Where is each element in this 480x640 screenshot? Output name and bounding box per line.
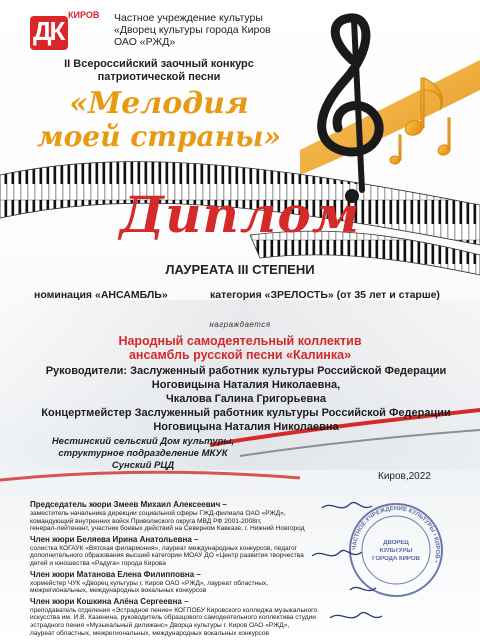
logo-city: КИРОВ	[68, 10, 100, 20]
diploma-heading: Диплом	[119, 185, 361, 244]
awarded-label: награждается	[209, 320, 271, 329]
leaders-block: Руководители: Заслуженный работник культуры Российской Федерации Ноговицына Наталия Николаевна, Чкалова Галина Григорьевна Концертмейстер Заслуженный работник культуры Российской Федерации Ноговицына Наталия Николаевна	[41, 365, 451, 433]
red-accent-line-bottom	[0, 472, 300, 480]
nomination: номинация «АНСАМБЛЬ»	[34, 289, 168, 301]
contest-title-line-1: «Мелодия	[69, 86, 249, 121]
venue-name: Нестинский сельский Дом культуры, структурное подразделение МКУК Сунский РЦД	[51, 436, 235, 471]
city-date: Киров,2022	[378, 471, 431, 482]
stamp-ring-text: ЧАСТНОЕ УЧРЕЖДЕНИЕ КУЛЬТУРЫ • КИРОВ •	[351, 505, 441, 564]
category: категория «ЗРЕЛОСТЬ» (от 35 лет и старше)	[210, 289, 440, 301]
stamp-center-2: КУЛЬТУРЫ	[379, 548, 413, 554]
jury-member: Член жюри Беляева Ирина Анатольевна – солистка КОГАУК «Вятская филармония», лауреат международных конкурсов, педагог дополнительного образования высшей категории МОАУ ДО «Центр развития творчества детей и юношества «Радуга» города Кирова	[30, 534, 304, 567]
jury-list	[30, 500, 340, 639]
jury-member: Член жюри Матанова Елена Филипповна – хормейстер ЧУК «Дворец культуры г. Киров ОАО «РЖД», лауреат областных, межрегиональных, международных вокальных конкурсов	[30, 569, 269, 595]
jury-member: Председатель жюри Змеев Михаил Алексеевич – заместитель начальника дирекции социальной сферы ГЖД-филиала ОАО «РЖД», командующий внутренних войск Приволжского округа МВД РФ 2001-2008гг, генерал-лейтенант, участник боевых действий на Северном Кавказе, г. Нижний Новгород	[30, 500, 305, 533]
collective-name: Народный самодеятельный коллектив ансамбль русской песни «Калинка»	[118, 334, 362, 362]
stamp-center-3: ГОРОДА КИРОВ	[372, 556, 420, 562]
organization-name: Частное учреждение культуры «Дворец культуры города Киров ОАО «РЖД»	[114, 12, 271, 48]
contest-name: II Всероссийский заочный конкурс патриотической песни	[64, 58, 254, 83]
logo-letters: ДК	[33, 16, 64, 46]
laureate-degree: ЛАУРЕАТА III СТЕПЕНИ	[165, 262, 315, 277]
contest-title-line-2: моей страны»	[36, 120, 281, 153]
stamp-center-1: ДВОРЕЦ	[383, 540, 409, 546]
round-stamp	[350, 504, 442, 596]
dk-logo	[30, 10, 102, 54]
jury-member: Член жюри Кошкина Алёна Сергеевна – преподаватель отделения «Эстрадное пение» КОГПОБУ Кировского колледжа музыкального искусства им. И.В. Казенина, руководитель образцового самодеятельного коллектива студии эстрадного пения «Музыкальный дилижанс» Дворца культуры г. Киров ОАО «РЖД», лауреат областных, межрегиональных, международных вокальных конкурсов	[30, 596, 318, 637]
